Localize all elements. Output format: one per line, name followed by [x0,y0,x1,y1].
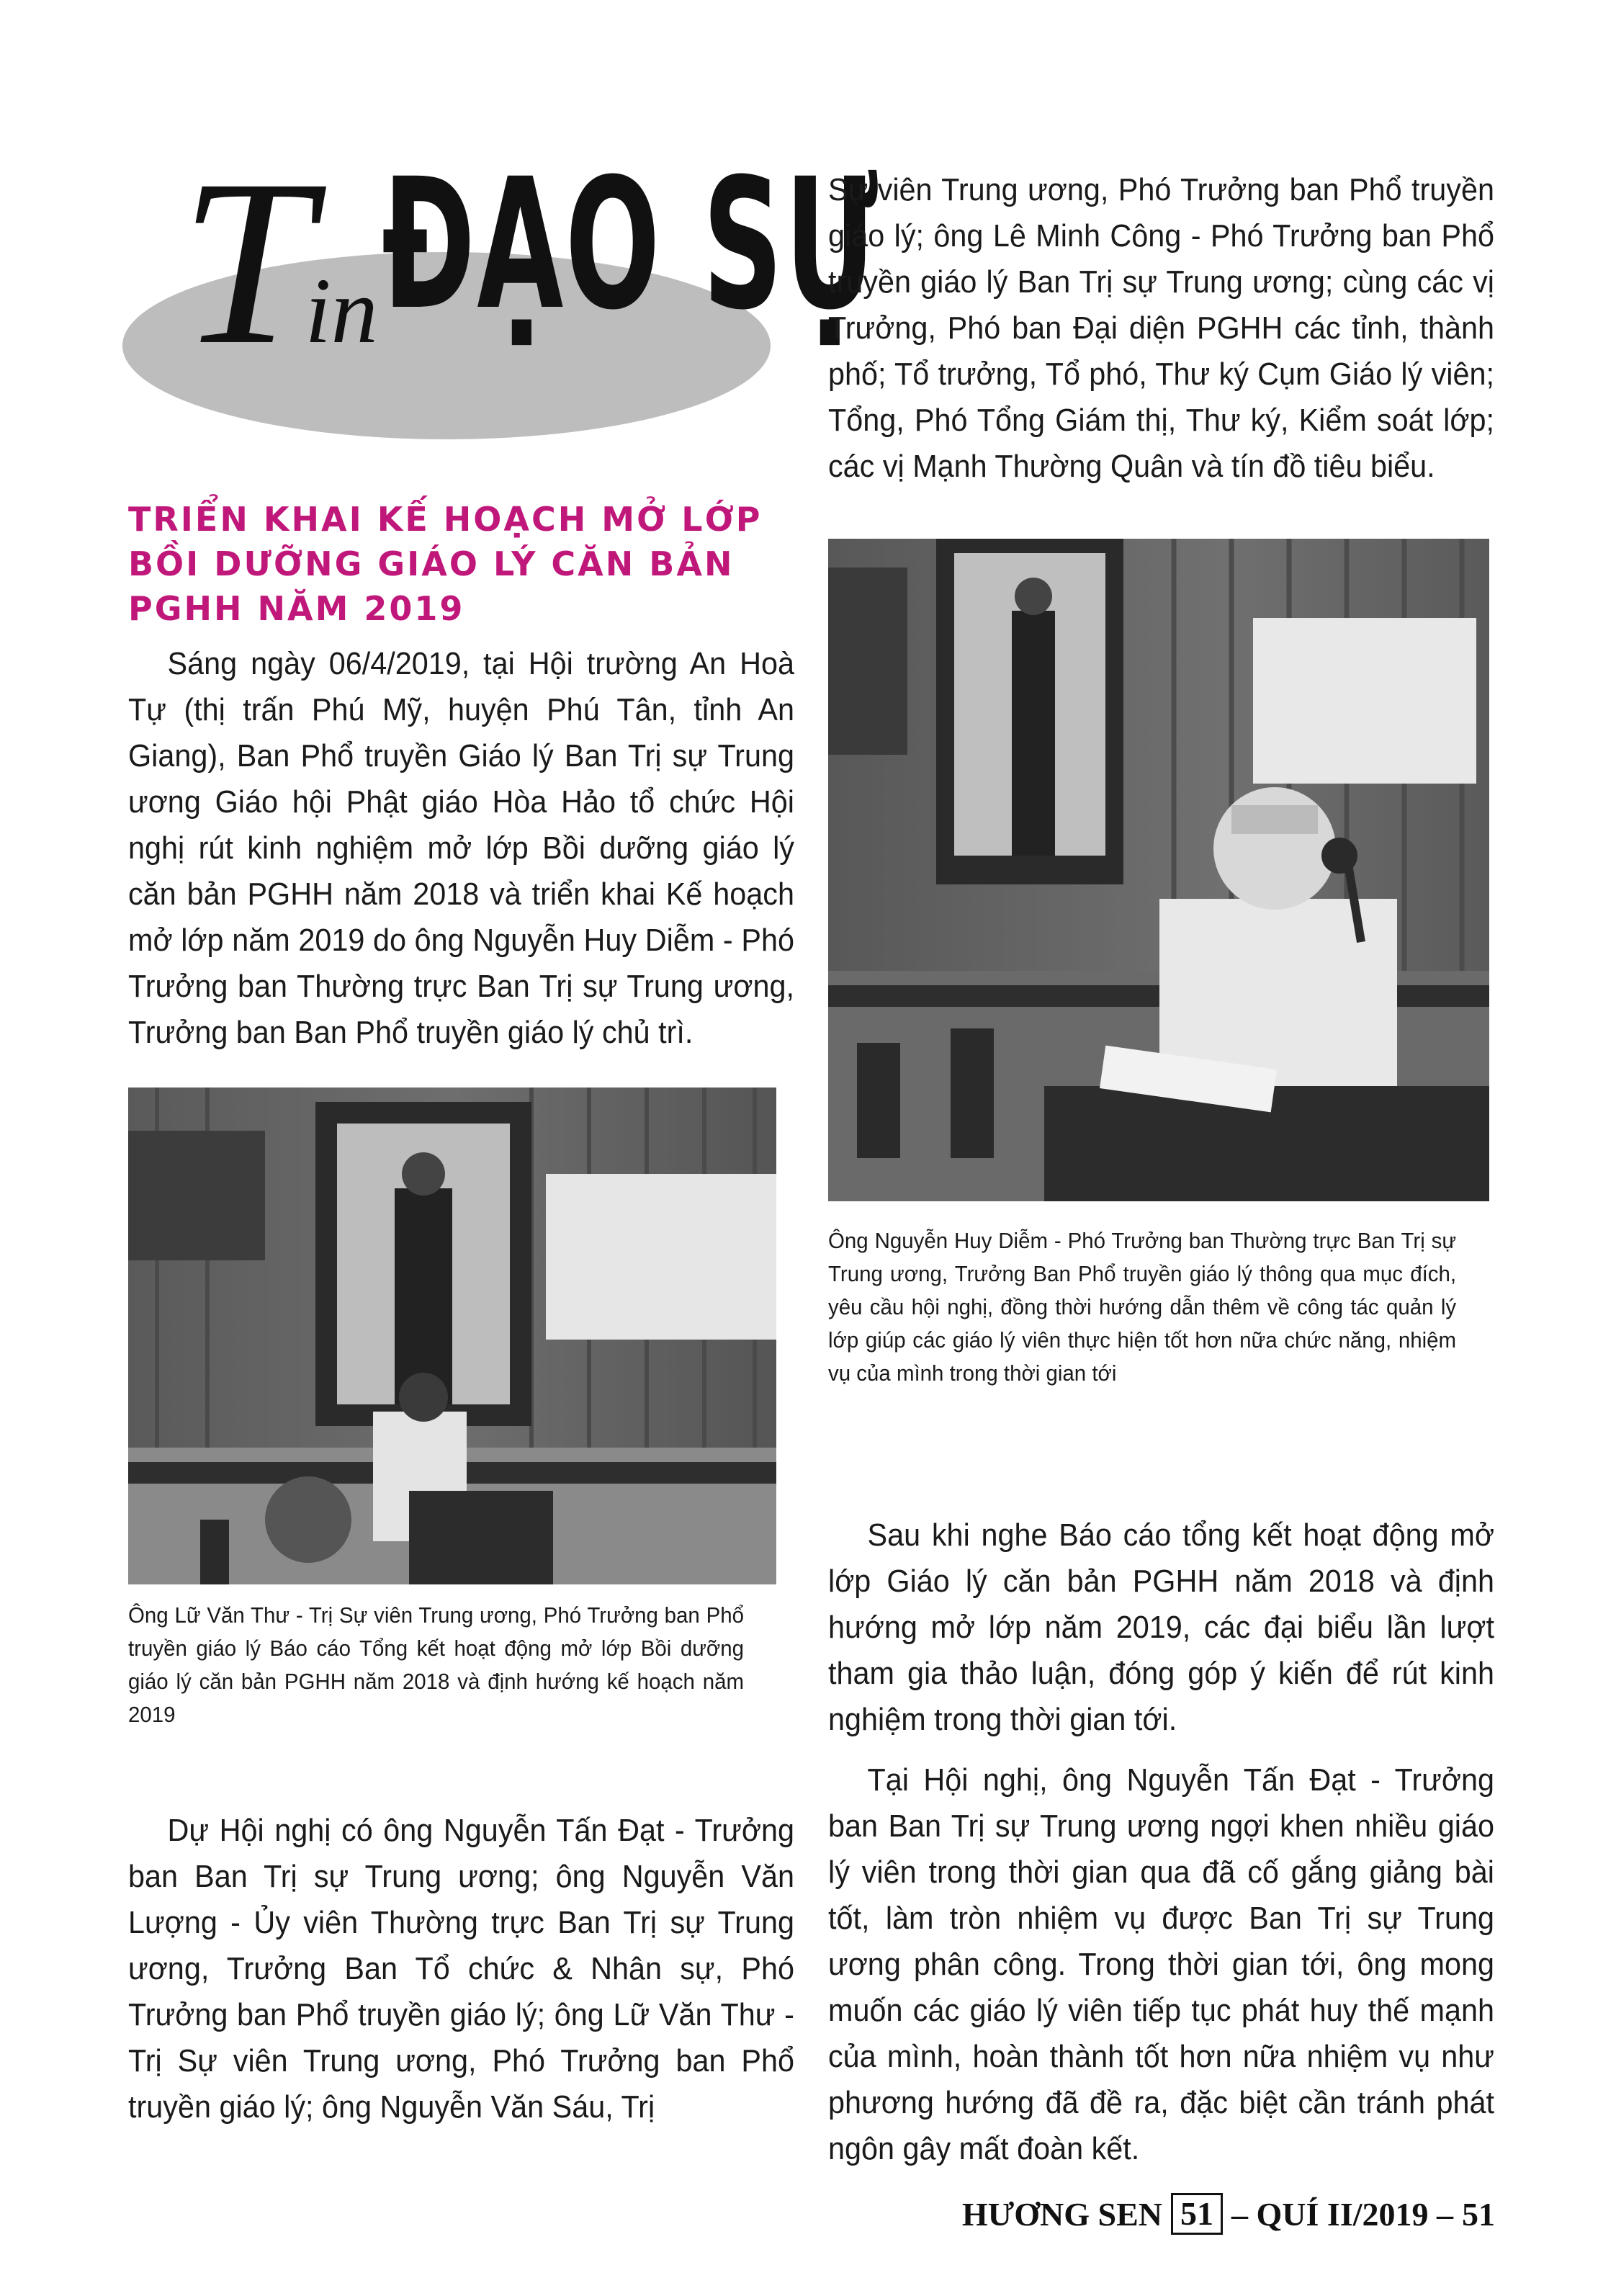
paragraph-3: Sau khi nghe Báo cáo tổng kết hoạt động mở lớp Giáo lý căn bản PGHH năm 2018 và định hướng mở lớp năm 2019, các đại biểu lần lượt tham gia thảo luận, đóng góp ý kiến để rút kinh nghiệm trong thời gian tới. [828,1517,1494,1737]
photo-caption-left: Ông Lữ Văn Thư - Trị Sự viên Trung ương, Phó Trưởng ban Phổ truyền giáo lý Báo cáo Tổng kết hoạt động mở lớp Bồi dưỡng giáo lý căn bản PGHH năm 2018 và định hướng kế hoạch năm 2019 [128,1602,744,1727]
right-caption-wrap [828,1224,1489,1390]
left-column-top [128,641,837,1056]
right-column-bottom [828,1512,1537,2172]
right-column-top [828,167,1537,490]
masthead-dao-su: ĐẠO SỰ [382,140,880,349]
paragraph-1: Sáng ngày 06/4/2019, tại Hội trường An Hoà Tự (thị trấn Phú Mỹ, huyện Phú Tân, tỉnh An Giang), Ban Phổ truyền Giáo lý Ban Trị sự Trung ương Giáo hội Phật giáo Hòa Hảo tổ chức Hội nghị rút kinh nghiệm mở lớp Bồi dưỡng giáo lý căn bản PGHH năm 2018 và triển khai Kế hoạch mở lớp năm 2019 do ông Nguyễn Huy Diễm - Phó Trưởng ban Thường trực Ban Trị sự Trung ương, Trưởng ban Ban Phổ truyền giáo lý chủ trì. [128,646,794,1050]
paragraph-2: Dự Hội nghị có ông Nguyễn Tấn Đạt - Trưởng ban Ban Trị sự Trung ương; ông Nguyễn Văn Lượng - Ủy viên Thường trực Ban Trị sự Trung ương, Trưởng Ban Tổ chức & Nhân sự, Phó Trưởng ban Phổ truyền giáo lý; ông Lữ Văn Thư - Trị Sự viên Trung ương, Phó Trưởng ban Phổ truyền giáo lý; ông Nguyễn Văn Sáu, Trị [128,1813,794,2125]
masthead-tin-rest: in [305,259,378,363]
page-footer [962,2193,1495,2235]
photo-nguyen-huy-diem [828,539,1489,1201]
photo-lu-van-thu [128,1088,776,1584]
paragraph-2-continued: Sự viên Trung ương, Phó Trưởng ban Phổ truyền giáo lý; ông Lê Minh Công - Phó Trưởng ban Phổ truyền giáo lý Ban Trị sự Trung ương; cùng các vị Trưởng, Phó ban Đại diện PGHH các tỉnh, thành phố; Tổ trưởng, Tổ phó, Thư ký Cụm Giáo lý viên; Tổng, Phó Tổng Giám thị, Thư ký, Kiểm soát lớp; các vị Mạnh Thường Quân và tín đồ tiêu biểu. [828,172,1494,484]
footer-issue-box: 51 [1171,2193,1223,2235]
article-headline: TRIỂN KHAI KẾ HOẠCH MỞ LỚP BỒI DƯỠNG GIÁO LÝ CĂN BẢN PGHH NĂM 2019 [128,500,763,628]
photo-caption-right: Ông Nguyễn Huy Diễm - Phó Trưởng ban Thường trực Ban Trị sự Trung ương, Trưởng Ban Phổ truyền giáo lý thông qua mục đích, yêu cầu hội nghị, đồng thời hướng dẫn thêm về công tác quản lý lớp giúp các giáo lý viên thực hiện tốt hơn nữa chức năng, nhiệm vụ của mình trong thời gian tới [828,1228,1457,1386]
paragraph-4: Tại Hội nghị, ông Nguyễn Tấn Đạt - Trưởng ban Ban Trị sự Trung ương ngợi khen nhiều giáo lý viên trong thời gian qua đã cố gắng giảng bài tốt, làm tròn nhiệm vụ được Ban Trị sự Trung ương phân công. Trong thời gian tới, ông mong muốn các giáo lý viên tiếp tục phát huy thế mạnh của mình, hoàn thành tốt hơn nữa nhiệm vụ như phương hướng đã đề ra, đặc biệt cần tránh phát ngôn gây mất đoàn kết. [828,1762,1494,2166]
footer-quarter: – QUÍ II/2019 – [1231,2195,1453,2233]
footer-magazine-name: HƯƠNG SEN [961,2195,1163,2233]
masthead-tin-letter: T [180,131,305,394]
footer-page-number: 51 [1462,2195,1495,2233]
masthead-tin [180,131,378,394]
left-caption-wrap [128,1599,776,1731]
left-column-bottom [128,1808,837,2130]
